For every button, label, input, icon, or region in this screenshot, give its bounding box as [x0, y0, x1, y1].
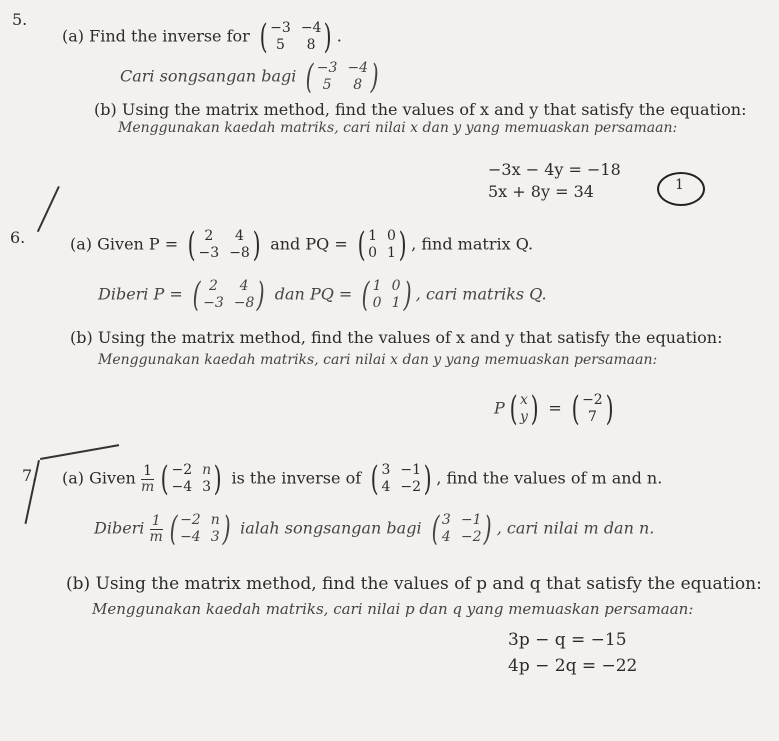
q6b-text: Using the matrix method, find the values of x and y that satisfy the equation: [97, 328, 723, 347]
matrix-cell: −4 [180, 529, 201, 545]
fraction-1-over-m [141, 464, 154, 495]
matrix-cell: 3 [381, 462, 391, 478]
matrix-cell: 8 [306, 37, 316, 53]
matrix-cell: −3 [203, 295, 224, 311]
matrix-cell: −3 [198, 245, 220, 261]
matrix-cell: 0 [391, 278, 401, 294]
q5a-matrix: ( −3 −4 5 8 ) [259, 17, 333, 57]
q5a-label: (a) [62, 26, 85, 46]
matrix-cell: −2 [171, 462, 193, 478]
question-number-5: 5. [12, 10, 28, 29]
q7b-equation-2: 4p − 2q = −22 [508, 656, 638, 676]
q6a-and: and PQ = [270, 234, 348, 254]
matrix-PQ-malay: ( 1 0 0 1 ) [362, 275, 412, 315]
vector-cell: x [520, 392, 528, 408]
q7b-equation-1: 3p − q = −15 [508, 630, 627, 650]
vector-cell: −2 [582, 392, 603, 408]
q6a-given: Given P = [97, 234, 179, 254]
q5a-period: . [336, 26, 342, 46]
q6a-tail: , find matrix Q. [411, 234, 534, 254]
q5a-malay-line [120, 57, 383, 97]
matrix-cell: −3 [270, 20, 291, 36]
matrix-cell: 4 [441, 529, 451, 545]
matrix-cell: 1 [368, 228, 378, 244]
q7a-malay-inverse: ialah songsangan bagi [240, 518, 422, 538]
matrix-cell: 4 [239, 278, 249, 294]
matrix-cell: 4 [235, 228, 244, 244]
q6a-malay-given: Diberi P = [98, 284, 183, 304]
fraction-denominator: m [140, 478, 155, 495]
matrix-cell: 3 [210, 529, 220, 545]
matrix-cell: 3 [202, 479, 212, 495]
q5a-text: Find the inverse for [89, 26, 250, 46]
q6b-equation [494, 389, 618, 429]
matrix-cell: −1 [460, 512, 482, 528]
q7a-given: Given [89, 468, 136, 488]
q5b-line [94, 100, 746, 119]
q5b-equation-2: 5x + 8y = 34 [488, 182, 594, 201]
q6a-line [70, 225, 534, 265]
q7a-line [62, 459, 663, 499]
matrix-cell: 2 [208, 278, 218, 294]
q5b-label: (b) [94, 100, 117, 119]
matrix-cell: −4 [171, 479, 193, 495]
matrix-cell: 2 [204, 228, 214, 244]
matrix-cell: 0 [372, 295, 382, 311]
matrix-P-malay: ( 2 4 −3 −8 ) [192, 275, 266, 315]
matrix-cell: 0 [387, 228, 396, 244]
q6b-label: (b) [70, 328, 93, 347]
fraction-numerator: 1 [143, 462, 153, 479]
matrix-cell: −2 [460, 529, 482, 545]
q5b-malay: Menggunakan kaedah matriks, cari nilai x dan y yang memuaskan persamaan: [118, 120, 678, 136]
handwritten-stroke [40, 444, 119, 460]
vector-cell: y [520, 409, 528, 425]
matrix-cell: n [210, 512, 220, 528]
matrix-cell: −4 [300, 20, 322, 36]
matrix-cell: 1 [387, 245, 396, 261]
q7a-inverse-text: is the inverse of [231, 468, 362, 488]
q6a-malay-dan: dan PQ = [274, 284, 353, 304]
matrix-cell: 1 [372, 278, 382, 294]
matrix-M2-malay: ( 3 −1 4 −2 ) [431, 509, 493, 549]
q6b-malay: Menggunakan kaedah matriks, cari nilai x dan y yang memuaskan persamaan: [98, 352, 658, 368]
q7a-malay-line [94, 509, 655, 549]
vector-cell: 7 [587, 409, 597, 425]
matrix-cell: −2 [400, 479, 422, 495]
matrix-cell: 0 [368, 245, 378, 261]
fraction-1-over-m-malay [150, 514, 163, 545]
vector-rhs: ( −2 7 ) [571, 389, 614, 429]
q7b-malay: Menggunakan kaedah matriks, cari nilai p dan q yang memuaskan persamaan: [92, 600, 694, 618]
q7a-tail: , find the values of m and n. [436, 468, 663, 488]
matrix-M1-malay: ( −2 n −4 3 ) [169, 509, 231, 549]
matrix-PQ: ( 1 0 0 1 ) [357, 225, 407, 265]
matrix-cell: 5 [322, 77, 332, 93]
matrix-cell: 1 [391, 295, 401, 311]
matrix-cell: 5 [276, 37, 285, 53]
q6a-malay-line [98, 275, 547, 315]
question-number-7: 7. [22, 466, 38, 485]
matrix-cell: 8 [353, 77, 363, 93]
q5a-line [62, 17, 342, 57]
matrix-cell: −8 [233, 295, 255, 311]
matrix-P: ( 2 4 −3 −8 ) [187, 225, 261, 265]
matrix-cell: n [202, 462, 212, 478]
q6b-line [70, 328, 722, 347]
matrix-M1: ( −2 n −4 3 ) [160, 459, 222, 499]
matrix-cell: −8 [229, 245, 250, 261]
q6b-P: P [494, 398, 505, 418]
fraction-numerator: 1 [151, 512, 161, 529]
fraction-denominator: m [149, 528, 163, 545]
matrix-M2: ( 3 −1 4 −2 ) [370, 459, 432, 499]
vector-xy: ( x y ) [509, 389, 539, 429]
matrix-cell: 4 [381, 479, 391, 495]
q5a-malay: Cari songsangan bagi [120, 66, 297, 86]
q7a-malay-tail: , cari nilai m dan n. [496, 518, 655, 538]
q5a-malay-matrix: ( −3 −4 5 8 ) [306, 57, 379, 97]
q6a-label: (a) [70, 234, 93, 254]
q6a-malay-tail: , cari matriks Q. [415, 284, 547, 304]
q7b-line [66, 574, 762, 594]
question-number-6: 6. [10, 228, 26, 247]
matrix-cell: −1 [400, 462, 422, 478]
q7a-malay-given: Diberi [94, 518, 145, 538]
q6b-equals: = [548, 398, 562, 418]
matrix-cell: −2 [180, 512, 201, 528]
q7b-label: (b) [66, 574, 91, 594]
matrix-cell: −4 [347, 60, 369, 76]
q7a-label: (a) [62, 468, 85, 488]
q5b-equation-1: −3x − 4y = −18 [488, 160, 621, 179]
q5b-text: Using the matrix method, find the values of x and y that satisfy the equation: [121, 100, 747, 119]
mark-circle-number: 1 [675, 177, 684, 193]
matrix-cell: −3 [316, 60, 338, 76]
handwritten-tick [37, 186, 60, 232]
matrix-cell: 3 [441, 512, 451, 528]
q7b-text: Using the matrix method, find the values of p and q that satisfy the equation: [95, 574, 762, 594]
